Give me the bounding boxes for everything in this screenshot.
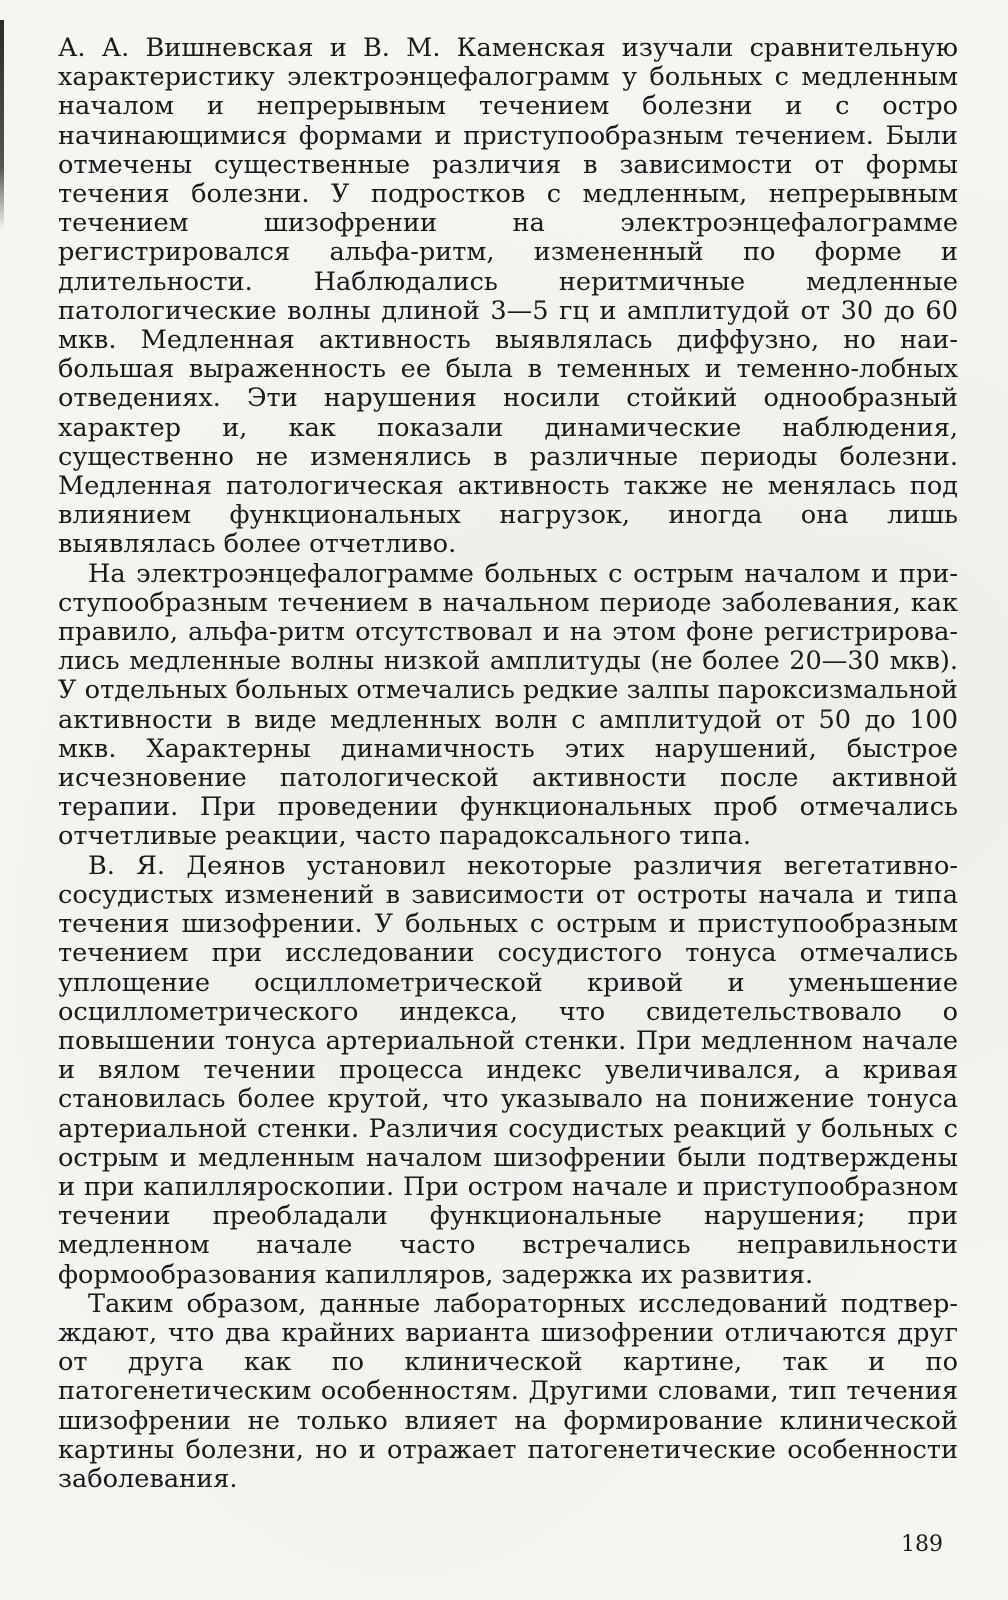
paragraph-2: На электроэнцефалограмме больных с острым началом и приступообразным течением в начальном периоде заболевания, как правило, альфа-ритм отсутствовал и на этом фоне регистрировались медленные волны низкой амплитуды (не более 20—30 мкв). У отдельных больных отмечались редкие залпы пароксизмальной активности в виде медленных волн с амплитудой от 50 до 100 мкв. Характерны динамичность этих нарушений, быстрое исчезновение патологической активности после активной терапии. При проведении функциональных проб отмечались отчетливые реакции, часто парадоксального типа. — [58, 558, 958, 852]
paragraph-4: Таким образом, данные лабораторных исследований подтверждают, что два крайних варианта шизофрении отличаются друг от друга как по клинической картине, так и по патогенетическим особенностям. Другими словами, тип течения шизофрении не только влияет на формирование клинической картины болезни, но и отражает патогенетические особенности заболевания. — [58, 1288, 958, 1494]
paragraph-1: А. А. Вишневская и В. М. Каменская изучали сравнительную характеристику электроэнцефалограмм у больных с медленным началом и непрерывным течением болезни и с остро начинающимися формами и приступообразным течением. Были отмечены существенные различия в зависимости от формы течения болезни. У подростков с медленным, непрерывным течением шизофрении на электроэнцефалограмме регистрировался альфа-ритм, измененный по форме и длительности. Наблюдались неритмичные медленные патологические волны длиной 3—5 гц и амплитудой от 30 до 60 мкв. Медленная активность выявлялась диффузно, но наибольшая выраженность ее была в теменных и теменно-лобных отведениях. Эти нарушения носили стойкий однообразный характер и, как показали динамические наблюдения, существенно не изменялись в различные периоды болезни. Медленная патологическая активность также не менялась под влиянием функциональных нагрузок, иногда она лишь выявлялась более отчетливо. — [58, 33, 958, 560]
paragraph-3: В. Я. Деянов установил некоторые различия вегетативно-сосудистых изменений в зависимости от остроты начала и типа течения шизофрении. У больных с острым и приступообразным течением при исследовании сосудистого тонуса отмечались уплощение осциллометрической кривой и уменьшение осциллометрического индекса, что свидетельствовало о повышении тонуса артериальной стенки. При медленном начале и вялом течении процесса индекс увеличивался, а кривая становилась более крутой, что указывало на понижение тонуса артериальной стенки. Различия сосудистых реакций у больных с острым и медленным началом шизофрении были подтверждены и при капилляроскопии. При остром начале и приступообразном течении преобладали функциональные нарушения; при медленном начале часто встречались неправильности формообразования капилляров, задержка их развития. — [58, 850, 958, 1290]
page-text — [58, 34, 958, 1494]
binding-shadow — [0, 20, 4, 230]
page-number: 189 — [901, 1532, 943, 1557]
